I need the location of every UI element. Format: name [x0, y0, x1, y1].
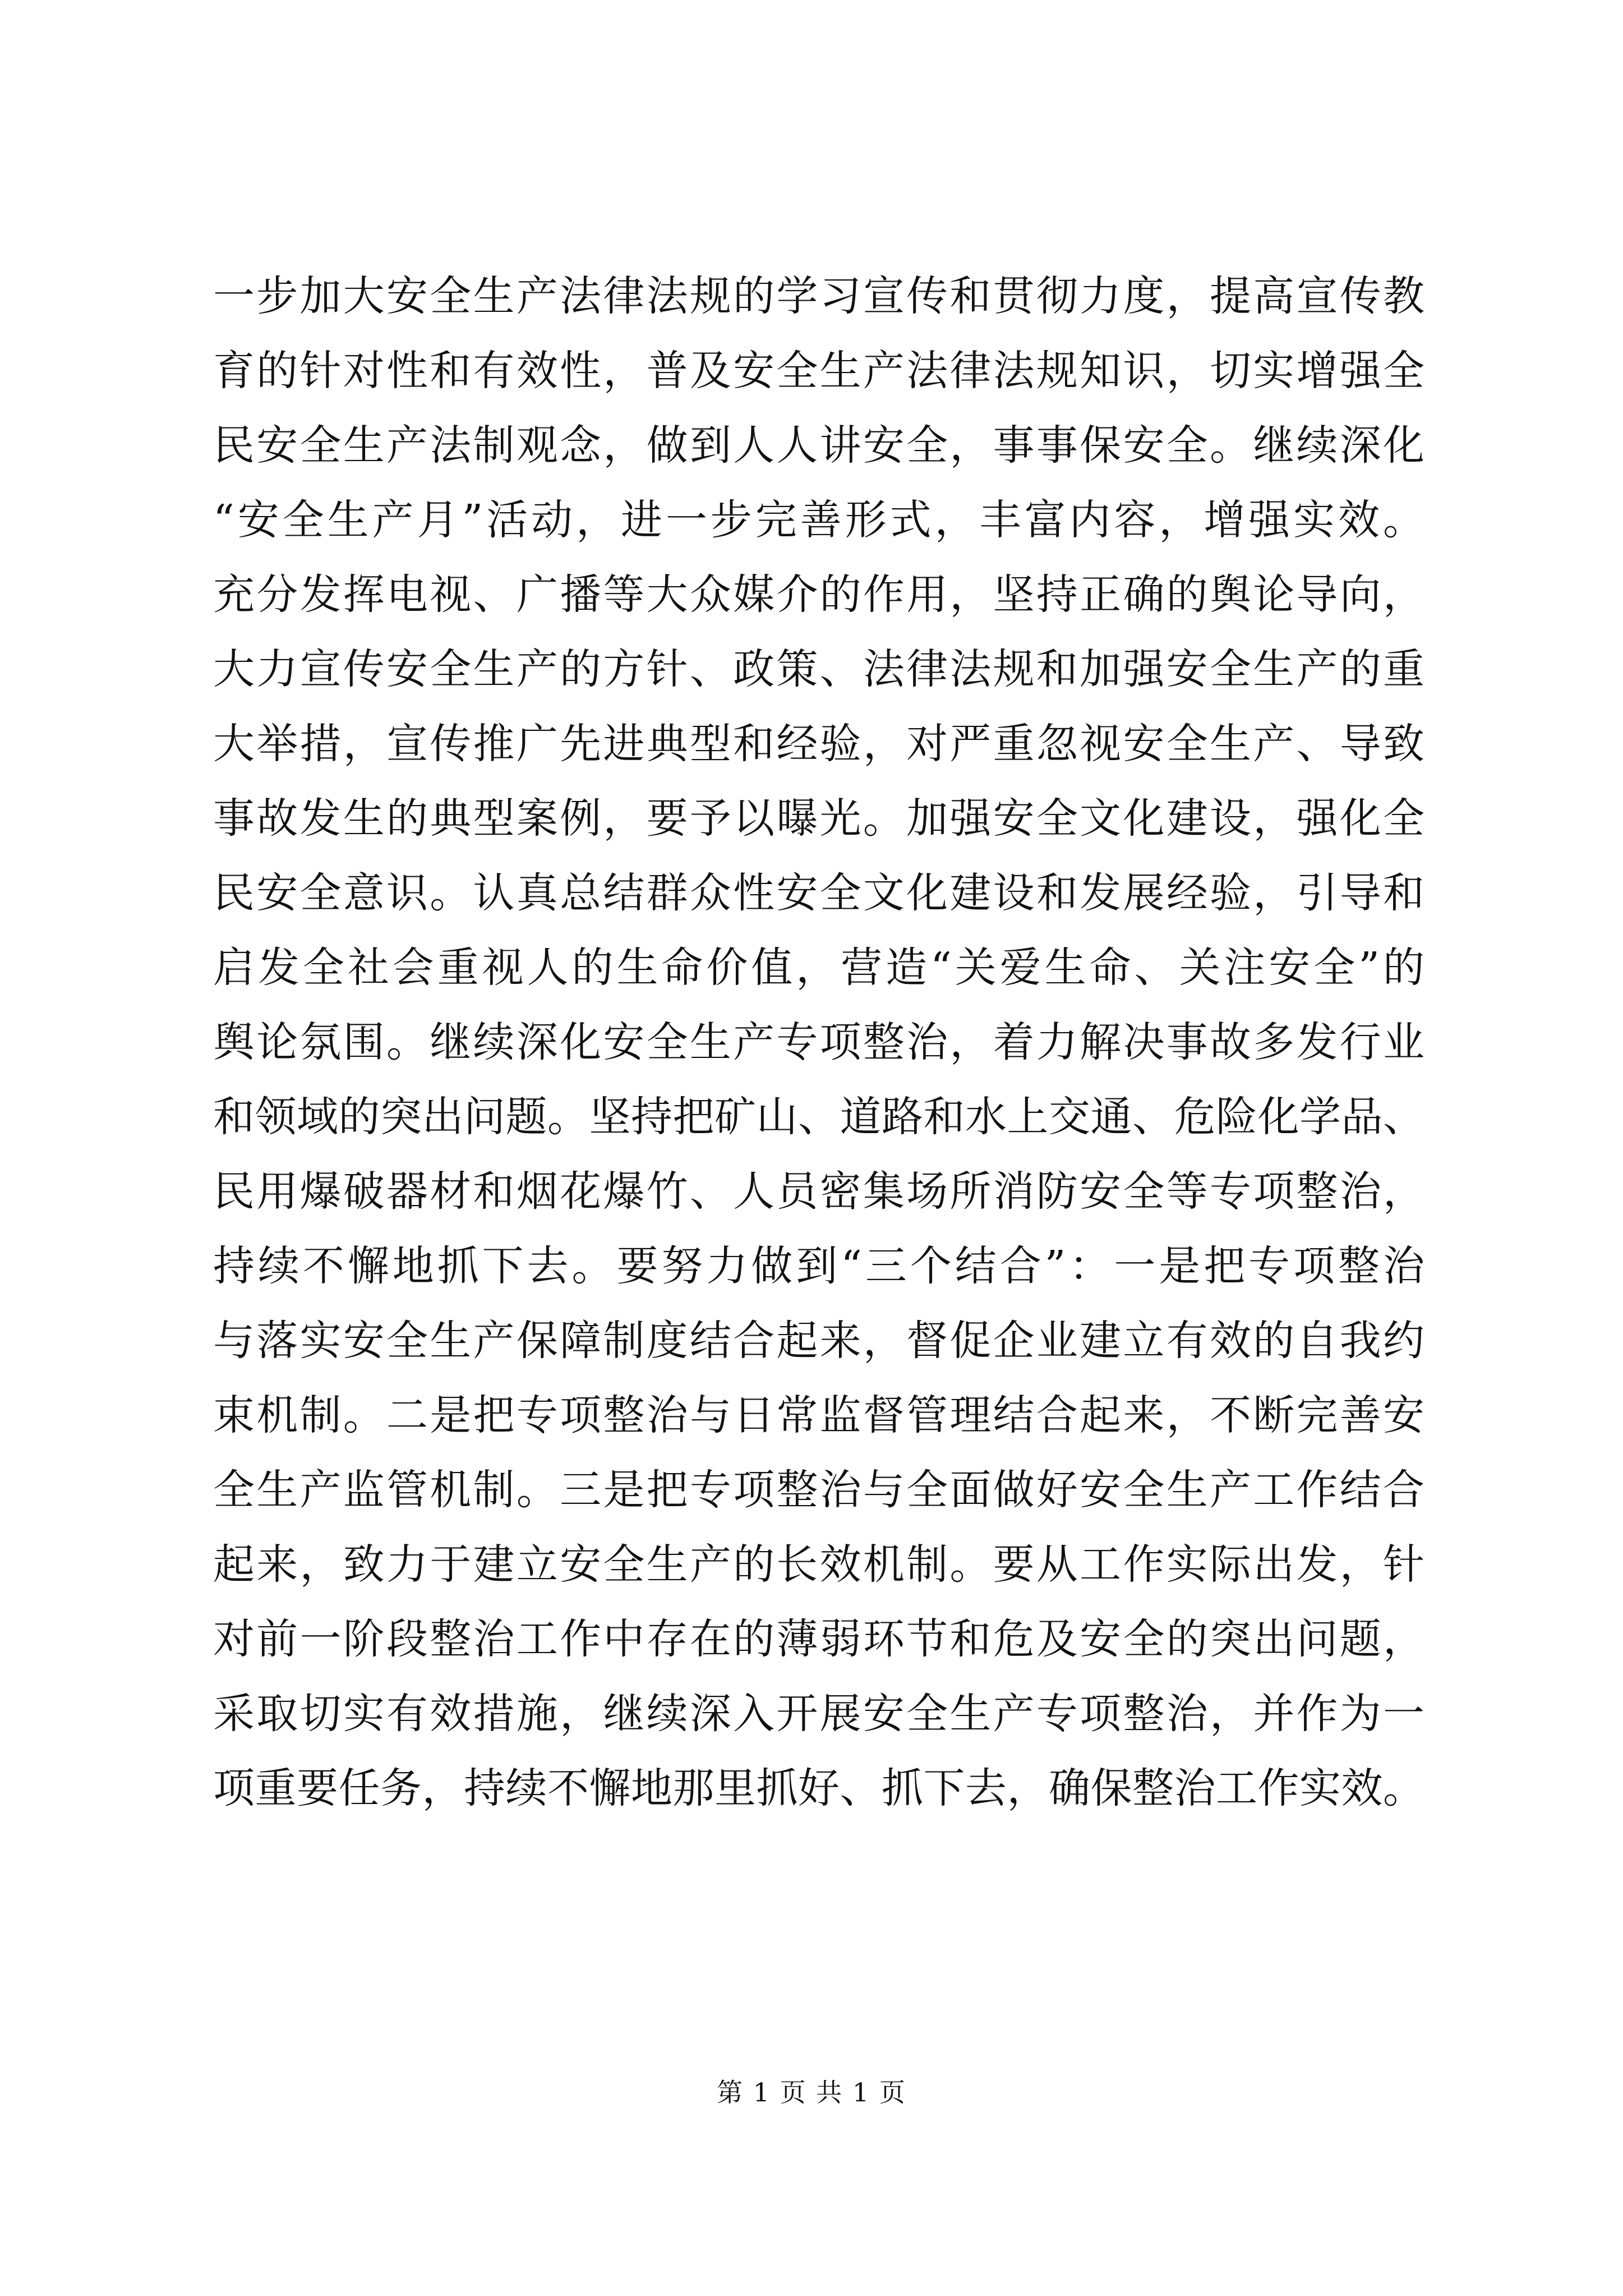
paragraph-line: 启发全社会重视人的生命价值，营造“关爱生命、关注安全”的 [213, 944, 1424, 992]
paragraph-line: 束机制。二是把专项整治与日常监督管理结合起来，不断完善安 [213, 1391, 1424, 1439]
paragraph-line: 大力宣传安全生产的方针、政策、法律法规和加强安全生产的重 [213, 645, 1424, 693]
paragraph-line: 持续不懈地抓下去。要努力做到“三个结合”：一是把专项整治 [213, 1242, 1424, 1290]
paragraph-line: 育的针对性和有效性，普及安全生产法律法规知识，切实增强全 [213, 347, 1424, 395]
paragraph-line: 与落实安全生产保障制度结合起来，督促企业建立有效的自我约 [213, 1317, 1424, 1365]
paragraph-line: 起来，致力于建立安全生产的长效机制。要从工作实际出发，针 [213, 1540, 1424, 1589]
paragraph-line: 民安全生产法制观念，做到人人讲安全，事事保安全。继续深化 [213, 421, 1424, 470]
paragraph-line: 充分发挥电视、广播等大众媒介的作用，坚持正确的舆论导向， [213, 570, 1424, 619]
paragraph-line: 大举措，宣传推广先进典型和经验，对严重忽视安全生产、导致 [213, 720, 1424, 768]
paragraph-line: 民安全意识。认真总结群众性安全文化建设和发展经验，引导和 [213, 869, 1424, 917]
paragraph-line: 事故发生的典型案例，要予以曝光。加强安全文化建设，强化全 [213, 794, 1424, 843]
paragraph-line: “安全生产月”活动，进一步完善形式，丰富内容，增强实效。 [213, 496, 1424, 544]
page-footer: 第 1 页 共 1 页 [717, 2077, 906, 2108]
paragraph-line: 一步加大安全生产法律法规的学习宣传和贯彻力度，提高宣传教 [213, 272, 1424, 320]
paragraph-line: 项重要任务，持续不懈地那里抓好、抓下去，确保整治工作实效。 [213, 1764, 1424, 1812]
paragraph-line: 和领域的突出问题。坚持把矿山、道路和水上交通、危险化学品、 [213, 1093, 1424, 1141]
paragraph-line: 民用爆破器材和烟花爆竹、人员密集场所消防安全等专项整治， [213, 1167, 1424, 1216]
paragraph-line: 全生产监管机制。三是把专项整治与全面做好安全生产工作结合 [213, 1466, 1424, 1514]
paragraph-line: 舆论氛围。继续深化安全生产专项整治，着力解决事故多发行业 [213, 1018, 1424, 1066]
document-body [213, 259, 1424, 1826]
paragraph-line: 对前一阶段整治工作中存在的薄弱环节和危及安全的突出问题， [213, 1615, 1424, 1663]
paragraph-line: 采取切实有效措施，继续深入开展安全生产专项整治，并作为一 [213, 1690, 1424, 1738]
